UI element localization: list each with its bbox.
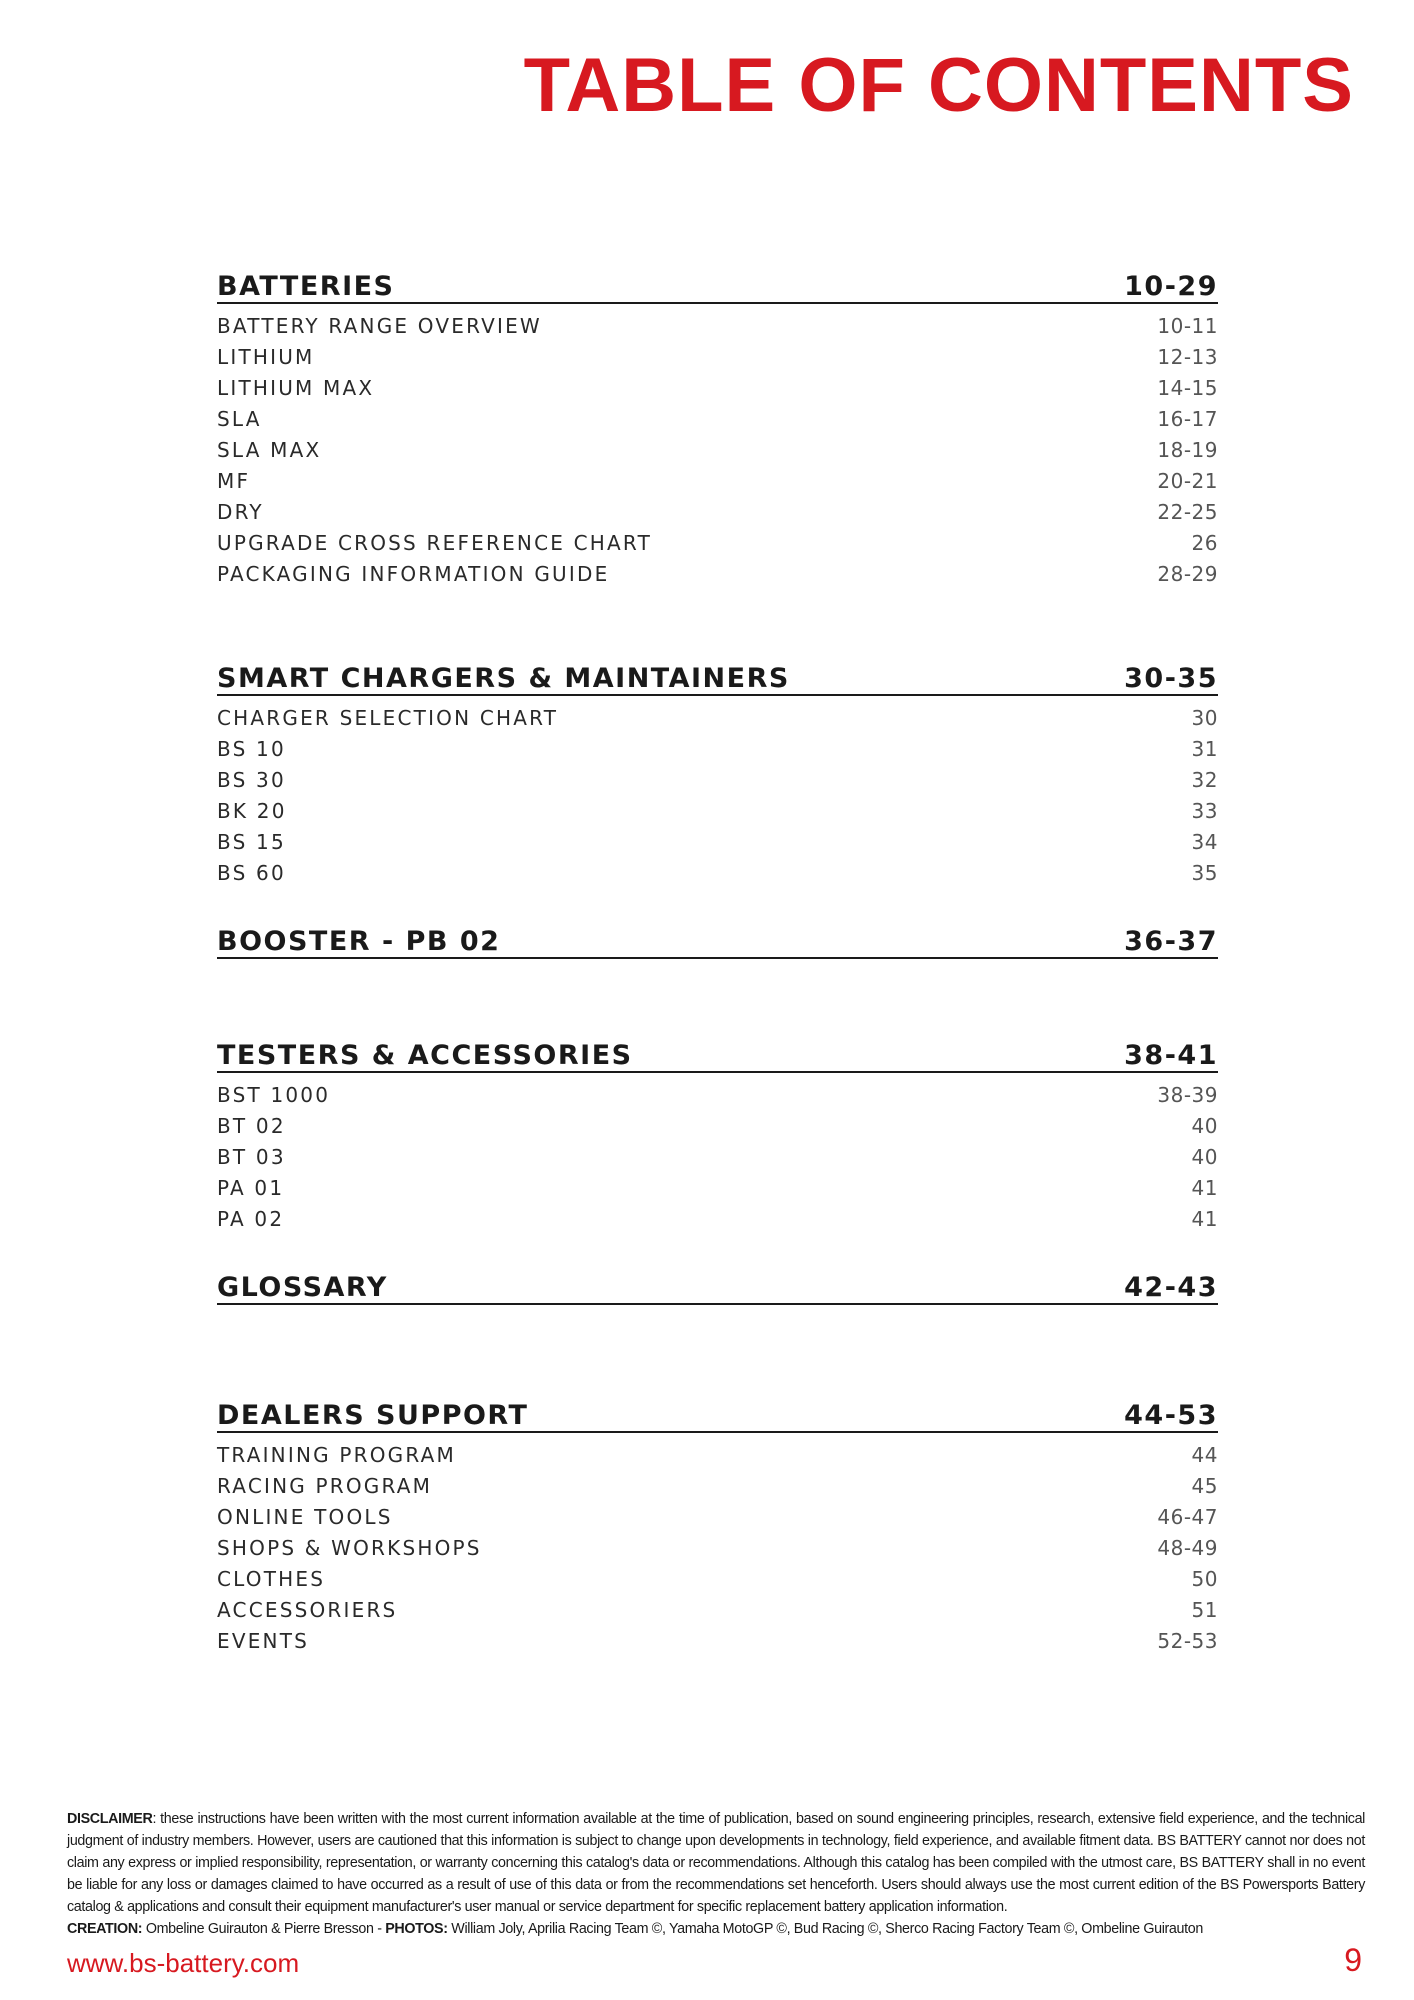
entry-list — [217, 310, 1218, 589]
entry-label: UPGRADE CROSS REFERENCE CHART — [217, 530, 652, 555]
section-page-range: 42-43 — [1124, 1272, 1218, 1303]
entry-label: BT 03 — [217, 1144, 286, 1169]
toc-entry[interactable] — [217, 558, 1218, 589]
entry-label: BS 60 — [217, 860, 286, 885]
section-batteries — [217, 268, 1218, 589]
toc-entry[interactable] — [217, 434, 1218, 465]
entry-label: TRAINING PROGRAM — [217, 1442, 456, 1467]
entry-page: 26 — [1191, 530, 1218, 555]
section-title[interactable]: TESTERS & ACCESSORIES — [217, 1040, 633, 1071]
entry-page: 31 — [1191, 736, 1218, 761]
entry-label: BATTERY RANGE OVERVIEW — [217, 313, 542, 338]
entry-label: MF — [217, 468, 251, 493]
entry-label: DRY — [217, 499, 264, 524]
toc-entry[interactable] — [217, 733, 1218, 764]
entry-page: 33 — [1191, 798, 1218, 823]
toc-entry[interactable] — [217, 1501, 1218, 1532]
section-title[interactable]: SMART CHARGERS & MAINTAINERS — [217, 663, 790, 694]
toc-entry[interactable] — [217, 496, 1218, 527]
entry-page: 40 — [1191, 1113, 1218, 1138]
toc-entry[interactable] — [217, 795, 1218, 826]
toc-entry[interactable] — [217, 1203, 1218, 1234]
section-header — [217, 1269, 1218, 1305]
website-link[interactable]: www.bs-battery.com — [67, 1948, 300, 1978]
entry-label: PA 01 — [217, 1175, 285, 1200]
entry-page: 45 — [1191, 1473, 1218, 1498]
section-page-range: 38-41 — [1124, 1040, 1218, 1071]
entry-label: BS 10 — [217, 736, 286, 761]
entry-page: 30 — [1191, 705, 1218, 730]
toc-entry[interactable] — [217, 1532, 1218, 1563]
entry-page: 14-15 — [1157, 375, 1218, 400]
entry-label: BST 1000 — [217, 1082, 331, 1107]
photos-label: PHOTOS: — [385, 1921, 448, 1937]
page-title: TABLE OF CONTENTS — [523, 43, 1354, 128]
entry-page: 16-17 — [1157, 406, 1218, 431]
toc-entry[interactable] — [217, 341, 1218, 372]
section-glossary — [217, 1269, 1218, 1305]
page-number: 9 — [1344, 1942, 1362, 1978]
entry-label: RACING PROGRAM — [217, 1473, 433, 1498]
section-header — [217, 923, 1218, 959]
creation-credits: Ombeline Guirauton & Pierre Bresson - — [142, 1921, 386, 1937]
section-header — [217, 1037, 1218, 1073]
toc-entry[interactable] — [217, 1625, 1218, 1656]
toc-entry[interactable] — [217, 1563, 1218, 1594]
entry-page: 10-11 — [1157, 313, 1218, 338]
entry-page: 38-39 — [1157, 1082, 1218, 1107]
section-page-range: 10-29 — [1124, 271, 1218, 302]
entry-label: CLOTHES — [217, 1566, 326, 1591]
toc-entry[interactable] — [217, 764, 1218, 795]
entry-label: SHOPS & WORKSHOPS — [217, 1535, 482, 1560]
entry-page: 44 — [1191, 1442, 1218, 1467]
entry-page: 52-53 — [1157, 1628, 1218, 1653]
section-header — [217, 1397, 1218, 1433]
section-page-range: 44-53 — [1124, 1400, 1218, 1431]
entry-page: 34 — [1191, 829, 1218, 854]
entry-label: SLA — [217, 406, 262, 431]
toc-entry[interactable] — [217, 403, 1218, 434]
toc-entry[interactable] — [217, 857, 1218, 888]
section-header — [217, 660, 1218, 696]
toc-entry[interactable] — [217, 1172, 1218, 1203]
section-booster — [217, 923, 1218, 959]
toc-entry[interactable] — [217, 1110, 1218, 1141]
toc-entry[interactable] — [217, 702, 1218, 733]
entry-label: ONLINE TOOLS — [217, 1504, 393, 1529]
entry-page: 22-25 — [1157, 499, 1218, 524]
section-title[interactable]: BATTERIES — [217, 271, 395, 302]
toc-entry[interactable] — [217, 1470, 1218, 1501]
creation-label: CREATION: — [67, 1921, 143, 1937]
entry-page: 46-47 — [1157, 1504, 1218, 1529]
entry-page: 35 — [1191, 860, 1218, 885]
disclaimer-text — [67, 1808, 1365, 1940]
disclaimer-label: DISCLAIMER — [67, 1811, 153, 1827]
toc-entry[interactable] — [217, 372, 1218, 403]
section-title[interactable]: BOOSTER - PB 02 — [217, 926, 501, 957]
entry-page: 12-13 — [1157, 344, 1218, 369]
entry-list — [217, 1079, 1218, 1234]
disclaimer-body: : these instructions have been written with the most current information available at the time of publication, based on sound engineering principles, research, extensive field experience, and the technical judgment of industry members. However, users are cautioned that this information is subject to change upon developments in technology, field experience, and available fitment data. BS BATTERY cannot nor does not claim any express or implied responsibility, representation, or warranty concerning this catalog's data or recommendations. Although this catalog has been compiled with the utmost care, BS BATTERY shall in no event be liable for any loss or damages claimed to have occurred as a result of use of this data or from the recommendations set henceforth. Users should always use the most current edition of the BS Powersports Battery catalog & applications and consult their equipment manufacturer's user manual or service department for specific replacement battery application information. — [67, 1811, 1365, 1915]
toc-entry[interactable] — [217, 1439, 1218, 1470]
toc-entry[interactable] — [217, 1594, 1218, 1625]
entry-label: PA 02 — [217, 1206, 285, 1231]
photo-credits: William Joly, Aprilia Racing Team ©, Yamaha MotoGP ©, Bud Racing ©, Sherco Racing Factory Team ©, Ombeline Guirauton — [447, 1921, 1203, 1937]
section-page-range: 30-35 — [1124, 663, 1218, 694]
entry-page: 41 — [1191, 1175, 1218, 1200]
section-title[interactable]: DEALERS SUPPORT — [217, 1400, 529, 1431]
entry-label: EVENTS — [217, 1628, 310, 1653]
entry-label: ACCESSORIERS — [217, 1597, 398, 1622]
entry-label: BS 30 — [217, 767, 286, 792]
toc-entry[interactable] — [217, 527, 1218, 558]
entry-label: BT 02 — [217, 1113, 286, 1138]
entry-label: PACKAGING INFORMATION GUIDE — [217, 561, 610, 586]
table-of-contents — [217, 0, 1218, 1700]
toc-entry[interactable] — [217, 310, 1218, 341]
toc-entry[interactable] — [217, 1141, 1218, 1172]
entry-page: 41 — [1191, 1206, 1218, 1231]
section-dealers-support — [217, 1397, 1218, 1656]
entry-label: BK 20 — [217, 798, 287, 823]
entry-page: 20-21 — [1157, 468, 1218, 493]
entry-label: SLA MAX — [217, 437, 322, 462]
toc-entry[interactable] — [217, 1079, 1218, 1110]
entry-page: 28-29 — [1157, 561, 1218, 586]
toc-entry[interactable] — [217, 826, 1218, 857]
entry-page: 32 — [1191, 767, 1218, 792]
entry-label: CHARGER SELECTION CHART — [217, 705, 559, 730]
entry-label: LITHIUM — [217, 344, 315, 369]
section-header — [217, 268, 1218, 304]
entry-page: 40 — [1191, 1144, 1218, 1169]
section-title[interactable]: GLOSSARY — [217, 1272, 388, 1303]
entry-page: 51 — [1191, 1597, 1218, 1622]
entry-list — [217, 702, 1218, 888]
entry-list — [217, 1439, 1218, 1656]
entry-page: 50 — [1191, 1566, 1218, 1591]
entry-label: LITHIUM MAX — [217, 375, 375, 400]
toc-entry[interactable] — [217, 465, 1218, 496]
section-page-range: 36-37 — [1124, 926, 1218, 957]
entry-label: BS 15 — [217, 829, 286, 854]
entry-page: 18-19 — [1157, 437, 1218, 462]
entry-page: 48-49 — [1157, 1535, 1218, 1560]
section-smart-chargers — [217, 660, 1218, 888]
section-testers-accessories — [217, 1037, 1218, 1234]
